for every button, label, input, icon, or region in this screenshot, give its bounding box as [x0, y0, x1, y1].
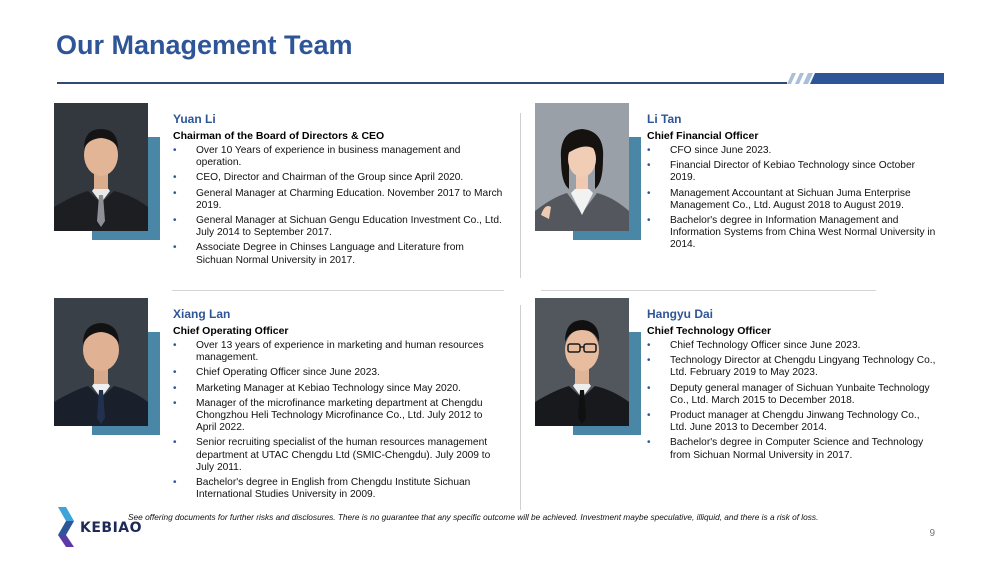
- list-item: [647, 160, 937, 184]
- bullet-dot-icon: •: [647, 355, 651, 367]
- bullet-dot-icon: •: [647, 340, 651, 351]
- member-card-yuan-li: [173, 112, 503, 270]
- page-number: 9: [929, 528, 935, 539]
- member-bullets: [173, 145, 503, 267]
- bullet-text: Senior recruiting specialist of the human resources management department at UTAC Chengdu Ltd (SMIC-Chengdu). July 2009 to July 2011.: [196, 437, 491, 473]
- bullet-text: Over 13 years of experience in marketing and human resources management.: [196, 340, 484, 364]
- bullet-dot-icon: •: [173, 340, 177, 351]
- bullet-text: General Manager at Sichuan Gengu Education Investment Co., Ltd. July 2014 to September 2017.: [196, 215, 502, 239]
- bullet-dot-icon: •: [173, 215, 177, 227]
- bullet-dot-icon: •: [173, 437, 177, 449]
- list-item: [647, 437, 937, 461]
- member-role: Chief Technology Officer: [647, 325, 772, 337]
- bullet-text: Product manager at Chengdu Jinwang Technology Co., Ltd. June 2013 to December 2014.: [670, 410, 920, 434]
- portrait-photo-hangyu-dai: [535, 298, 629, 426]
- list-item: [647, 188, 937, 212]
- bullet-text: Bachelor's degree in English from Chengdu Institute Sichuan International Studies University in 2009.: [196, 477, 471, 501]
- list-item: [647, 383, 937, 407]
- bullet-text: Technology Director at Chengdu Lingyang Technology Co., Ltd. February 2019 to May 2023.: [670, 355, 936, 379]
- photo-frame-xiang-lan: [54, 298, 164, 438]
- photo-frame-hangyu-dai: [535, 298, 645, 438]
- member-name: Hangyu Dai: [647, 307, 714, 321]
- bullet-dot-icon: •: [647, 187, 651, 199]
- bullet-text: Bachelor's degree in Computer Science and Technology from Sichuan Normal University in 2017.: [670, 437, 924, 461]
- bullet-text: Financial Director of Kebiao Technology since October 2019.: [670, 160, 916, 184]
- vertical-divider-top: [520, 113, 521, 278]
- title-rule-stripes: [783, 73, 944, 84]
- list-item: [173, 215, 503, 239]
- list-item: [173, 340, 503, 364]
- list-item: [647, 145, 937, 157]
- member-role: Chief Financial Officer: [647, 130, 759, 142]
- kebiao-logo: [54, 505, 143, 549]
- bullet-dot-icon: •: [173, 477, 177, 489]
- bullet-dot-icon: •: [173, 145, 177, 156]
- member-bullets: [173, 340, 503, 501]
- bullet-text: Marketing Manager at Kebiao Technology since May 2020.: [196, 382, 461, 394]
- list-item: [647, 410, 937, 434]
- member-role: Chief Operating Officer: [173, 325, 289, 337]
- slide-title: Our Management Team: [56, 30, 353, 60]
- list-item: [173, 145, 503, 169]
- member-bullets: [647, 145, 937, 252]
- horizontal-divider-right: [541, 290, 876, 291]
- bullet-dot-icon: •: [173, 187, 177, 199]
- bullet-dot-icon: •: [647, 382, 651, 394]
- photo-frame-li-tan: [535, 103, 645, 243]
- bullet-text: General Manager at Charming Education. November 2017 to March 2019.: [196, 187, 503, 211]
- list-item: [647, 215, 937, 252]
- member-card-hangyu-dai: [647, 307, 937, 465]
- bullet-dot-icon: •: [173, 172, 177, 184]
- portrait-photo-yuan-li: [54, 103, 148, 231]
- vertical-divider-bottom: [520, 305, 521, 510]
- member-card-li-tan: [647, 112, 937, 255]
- member-card-xiang-lan: [173, 307, 503, 504]
- bullet-text: Management Accountant at Sichuan Juma Enterprise Management Co., Ltd. August 2018 to August 2019.: [670, 187, 911, 211]
- member-bullets: [647, 340, 937, 462]
- list-item: [173, 242, 503, 266]
- bullet-text: Over 10 Years of experience in business management and operation.: [196, 145, 461, 169]
- list-item: [173, 398, 503, 435]
- bullet-dot-icon: •: [173, 242, 177, 254]
- bullet-text: CFO since June 2023.: [670, 145, 772, 156]
- list-item: [173, 477, 503, 501]
- list-item: [647, 340, 937, 352]
- bullet-text: CEO, Director and Chairman of the Group since April 2020.: [196, 172, 464, 184]
- list-item: [173, 383, 503, 395]
- list-item: [173, 188, 503, 212]
- member-name: Xiang Lan: [173, 307, 231, 321]
- title-rule: [57, 82, 787, 84]
- photo-frame-yuan-li: [54, 103, 164, 243]
- bullet-dot-icon: •: [647, 437, 651, 449]
- bullet-text: Deputy general manager of Sichuan Yunbaite Technology Co., Ltd. March 2015 to December 2018.: [670, 382, 930, 406]
- bullet-dot-icon: •: [647, 160, 651, 172]
- list-item: [173, 437, 503, 474]
- horizontal-divider-left: [172, 290, 504, 291]
- bullet-text: Bachelor's degree in Information Management and Information Systems from China West Normal University in 2014.: [670, 215, 936, 251]
- disclaimer-text: See offering documents for further risks and disclosures. There is no guarantee that any specific outcome will be achieved. Investment maybe speculative, illiquid, and there is a risk of loss.: [128, 512, 819, 522]
- kebiao-logo-mark-icon: [54, 505, 82, 549]
- bullet-dot-icon: •: [173, 397, 177, 409]
- member-name: Li Tan: [647, 112, 682, 126]
- member-name: Yuan Li: [173, 112, 216, 126]
- bullet-text: Associate Degree in Chinses Language and Literature from Sichuan Normal University in 2017.: [196, 242, 464, 266]
- portrait-photo-xiang-lan: [54, 298, 148, 426]
- list-item: [173, 172, 503, 184]
- bullet-text: Chief Operating Officer since June 2023.: [196, 367, 380, 379]
- bullet-dot-icon: •: [647, 410, 651, 422]
- bullet-text: Chief Technology Officer since June 2023.: [670, 340, 861, 351]
- bullet-dot-icon: •: [173, 367, 177, 379]
- portrait-photo-li-tan: [535, 103, 629, 231]
- member-role: Chairman of the Board of Directors & CEO: [173, 130, 385, 142]
- bullet-dot-icon: •: [647, 145, 651, 156]
- bullet-text: Manager of the microfinance marketing department at Chengdu Chongzhou Heli Technology Microfinance Co., Ltd. July 2012 to April 2022.: [196, 397, 483, 434]
- list-item: [173, 367, 503, 379]
- list-item: [647, 355, 937, 379]
- logo-text: KEBIAO: [80, 520, 143, 536]
- bullet-dot-icon: •: [173, 382, 177, 394]
- bullet-dot-icon: •: [647, 215, 651, 227]
